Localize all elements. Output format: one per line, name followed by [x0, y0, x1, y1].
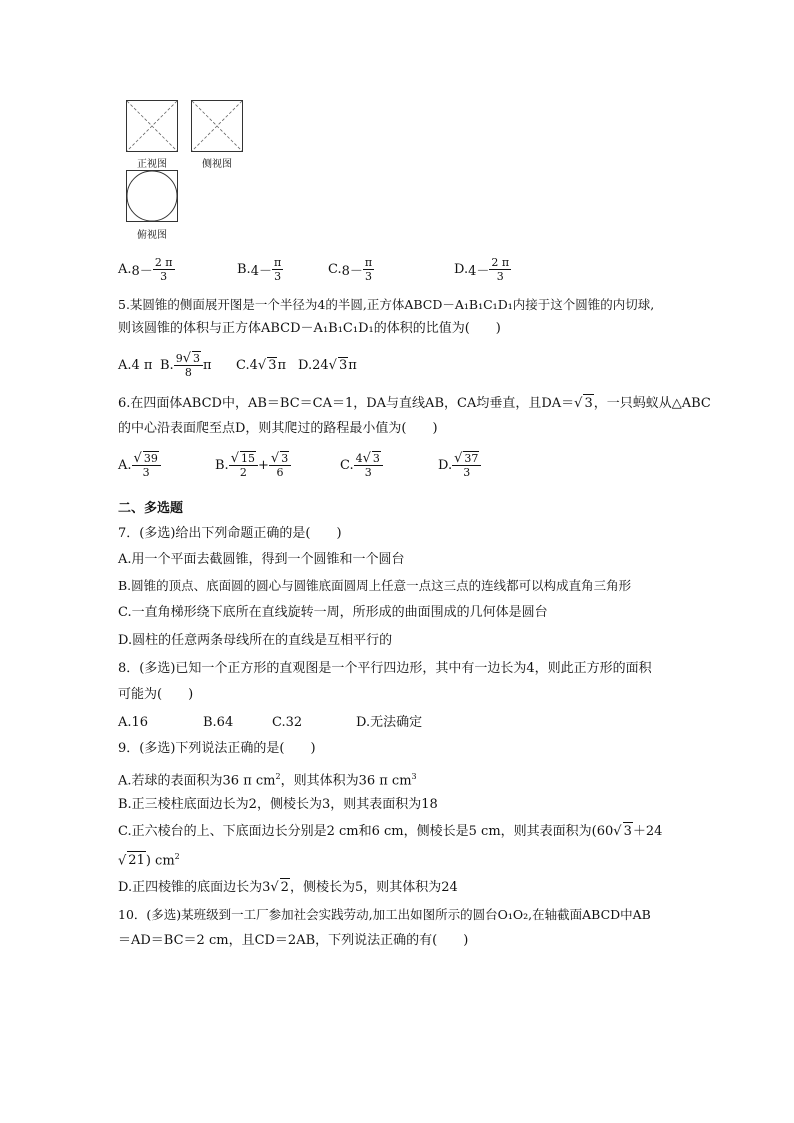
top-view-figure — [126, 170, 178, 222]
q7-stem: 7．(多选)给出下列命题正确的是( ) — [118, 526, 342, 541]
q7-option-c: C.一直角梯形绕下底所在直线旋转一周，所形成的曲面围成的几何体是圆台 — [118, 605, 548, 620]
q4-options — [118, 252, 678, 286]
q4-option-d: D. 4－ $\frac{2 \pi}{3}$ — [454, 255, 510, 283]
q6-option-c: C. $\frac{4√ 3}{3}$ — [340, 448, 383, 482]
q9-option-d: D.正四棱锥的底面边长为3√ 2，侧棱长为5，则其体积为24 — [118, 880, 458, 895]
q4-option-b: B. 4－ $\frac{\pi}{3}$ — [237, 255, 282, 283]
side-view-figure — [191, 100, 243, 152]
q7-option-b: B.圆锥的顶点、底面圆的圆心与圆锥底面圆周上任意一点这三点的连线都可以构成直角三角形 — [118, 578, 632, 593]
front-view-label: 正视图 — [137, 159, 167, 170]
q9-option-a: A.若球的表面积为36 π $cm^2$，则其体积为36 π $cm^3$ — [118, 772, 417, 789]
q6-option-b: B. $\frac{√ 15}{2}$ + $\frac{√ 3}{6}$ — [215, 448, 291, 482]
q5-option-d: D.24 √ 3 π — [298, 357, 357, 373]
q7-option-a: A.用一个平面去截圆锥，得到一个圆锥和一个圆台 — [118, 552, 405, 567]
q8-option-c: C.32 — [272, 715, 303, 730]
q5-option-b: B. $\frac{9√ 3}{8}$ π — [160, 351, 212, 379]
side-view-label: 侧视图 — [202, 159, 232, 170]
section-title-multiple-choice: 二、多选题 — [118, 501, 184, 516]
q4-option-a: A. 8－ $\frac{2 \pi}{3}$ — [118, 255, 173, 283]
q5-stem-line2: 则该圆锥的体积与正方体ABCD－A₁B₁C₁D₁的体积的比值为( ) — [118, 321, 501, 336]
q6-option-d: D. $\frac{√ 37}{3}$ — [438, 448, 481, 482]
q5-options — [118, 348, 678, 382]
q9-option-c-line1: C.正六棱台的上、下底面边长分别是2 cm和6 cm，侧棱长是5 cm，则其表面积为(60√ 3＋24 — [118, 824, 663, 839]
q10-stem-line1: 10．(多选)某班级到一工厂参加社会实践劳动,加工出如图所示的圆台O₁O₂,在轴截面ABCD中AB — [118, 907, 651, 922]
q8-option-b: B.64 — [203, 715, 234, 730]
q7-option-d: D.圆柱的任意两条母线所在的直线是互相平行的 — [118, 633, 393, 648]
front-view-figure — [126, 100, 178, 152]
q5-option-c: C.4 √ 3 π — [236, 357, 287, 373]
q9-option-b: B.正三棱柱底面边长为2，侧棱长为3，则其表面积为18 — [118, 797, 438, 812]
top-view-label: 俯视图 — [137, 230, 167, 241]
q8-stem-line1: 8．(多选)已知一个正方形的直观图是一个平行四边形，其中有一边长为4，则此正方形的面积 — [118, 661, 652, 676]
q5-option-a: A.4 π — [118, 357, 153, 373]
q4-option-c: C. 8－ $\frac{\pi}{3}$ — [328, 255, 373, 283]
q6-stem-line2: 的中心沿表面爬至点D，则其爬过的路程最小值为( ) — [118, 421, 438, 436]
q9-option-c-line2: √ 21) $cm^2$ — [118, 852, 180, 869]
q8-option-d: D.无法确定 — [356, 715, 423, 730]
q9-stem: 9．(多选)下列说法正确的是( ) — [118, 741, 316, 756]
q6-option-a: A. $\frac{√ 39}{3}$ — [118, 448, 161, 482]
q8-option-a: A.16 — [118, 715, 149, 730]
q10-stem-line2: ＝AD＝BC＝2 cm，且CD＝2AB，下列说法正确的有( ) — [118, 933, 469, 948]
q6-options — [118, 448, 678, 482]
q8-stem-line2: 可能为( ) — [118, 687, 194, 702]
q5-stem-line1: 5.某圆锥的侧面展开图是一个半径为4的半圆,正方体ABCD－A₁B₁C₁D₁内接于这个圆锥的内切球, — [118, 297, 655, 312]
q6-stem-line1: 6.在四面体ABCD中，AB＝BC＝CA＝1，DA与直线AB，CA均垂直，且DA＝√ 3，一只蚂蚁从△ABC — [118, 396, 711, 411]
